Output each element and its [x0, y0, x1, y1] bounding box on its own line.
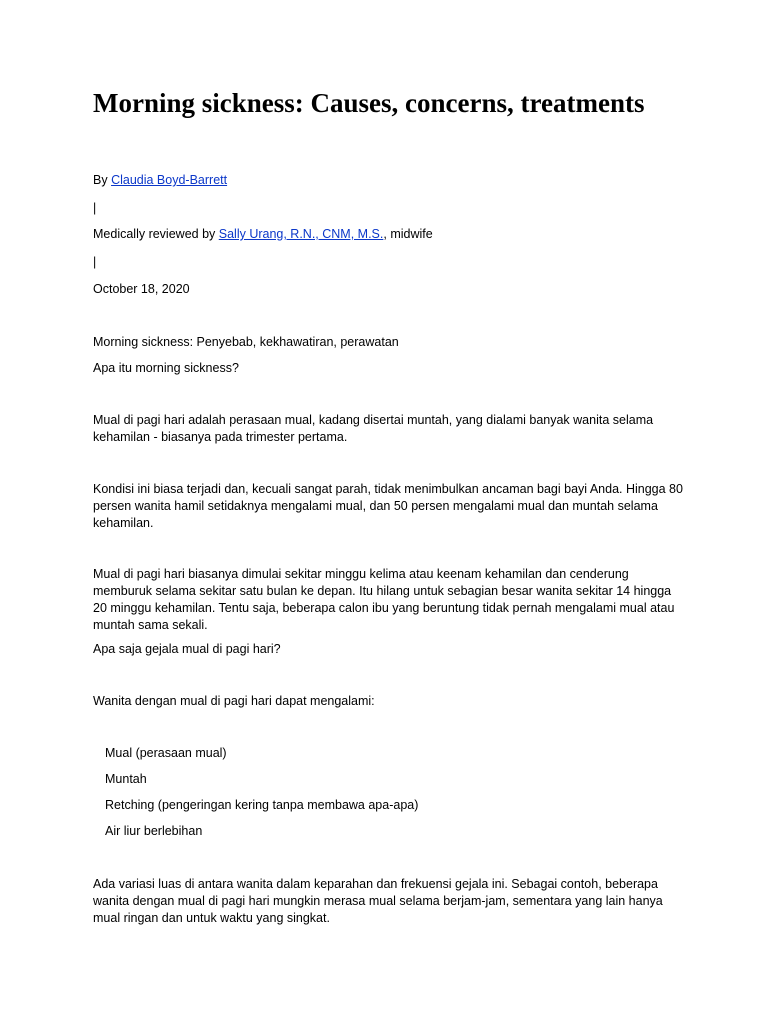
reviewed-suffix: , midwife [383, 227, 433, 241]
list-intro: Wanita dengan mual di pagi hari dapat mengalami: [93, 694, 375, 708]
paragraph: Ada variasi luas di antara wanita dalam keparahan dan frekuensi gejala ini. Sebagai contoh, beberapa wanita dengan mual di pagi hari mungkin merasa mual selama berjam-jam, sementara yang lain hanya mual ringan dan untuk waktu yang singkat. [93, 877, 663, 925]
byline [93, 172, 227, 189]
author-link[interactable]: Claudia Boyd-Barrett [111, 173, 228, 187]
paragraph: Kondisi ini biasa terjadi dan, kecuali sangat parah, tidak menimbulkan ancaman bagi bayi Anda. Hingga 80 persen wanita hamil setidaknya mengalami mual, dan 50 persen mengalami mual dan muntah selama kehamilan. [93, 482, 683, 530]
reviewer-link[interactable]: Sally Urang, R.N., CNM, M.S. [218, 227, 384, 241]
reviewed-line [93, 226, 433, 243]
section-heading: Apa saja gejala mual di pagi hari? [93, 642, 281, 656]
translated-title: Morning sickness: Penyebab, kekhawatiran, perawatan [93, 335, 399, 349]
list-item: Muntah [105, 772, 147, 786]
reviewed-prefix: Medically reviewed by [93, 227, 219, 241]
publish-date: October 18, 2020 [93, 282, 190, 296]
list-item: Retching (pengeringan kering tanpa membawa apa-apa) [105, 798, 419, 812]
list-item: Air liur berlebihan [105, 824, 203, 838]
byline-prefix: By [93, 173, 112, 187]
section-heading: Apa itu morning sickness? [93, 361, 239, 375]
list-item: Mual (perasaan mual) [105, 746, 227, 760]
paragraph: Mual di pagi hari adalah perasaan mual, kadang disertai muntah, yang dialami banyak wanita selama kehamilan - biasanya pada trimester pertama. [93, 413, 654, 444]
paragraph: Mual di pagi hari biasanya dimulai sekitar minggu kelima atau keenam kehamilan dan cenderung memburuk selama sekitar satu bulan ke depan. Itu hilang untuk sebagian besar wanita sekitar 14 hingga 20 minggu kehamilan. Tentu saja, beberapa calon ibu yang beruntung tidak pernah mengalami mual atau muntah sama sekali. [93, 567, 675, 632]
separator: | [93, 201, 97, 215]
article-title: Morning sickness: Causes, concerns, treatments [93, 88, 645, 118]
separator: | [93, 255, 97, 269]
